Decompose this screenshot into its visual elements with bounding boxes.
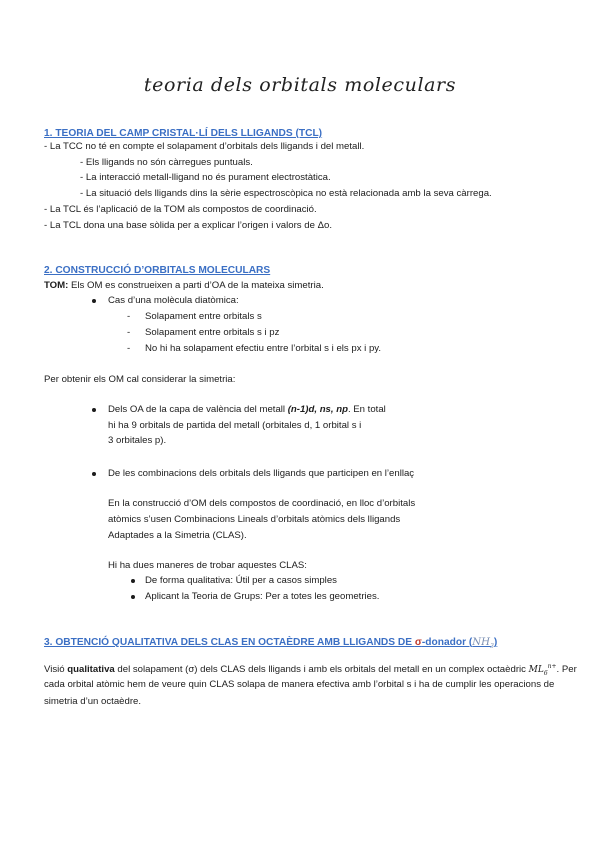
complex-formula-sup: n+ [547, 663, 557, 670]
ammonia-formula-sub: 3 [490, 643, 494, 651]
way-1: De forma qualitativa: Útil per a casos simples [145, 575, 337, 586]
dash-icon: - [127, 311, 131, 322]
s1-line-6: - La TCL dona una base sòlida per a explicar l’origen i valors de Δo. [44, 220, 332, 231]
s1-line-5: - La TCL és l’aplicació de la TOM als compostos de coordinació. [44, 204, 317, 215]
clas-line-1: En la construcció d’OM dels compostos de coordinació, en lloc d’orbitals [108, 498, 416, 509]
s3-paragraph-line-3: simetria d’un octaèdre. [44, 696, 142, 707]
oa-line-1-text: Dels OA de la capa de valència del metall [108, 404, 288, 415]
page-title: teoria dels orbitals moleculars [143, 74, 457, 96]
clas-line-2: atòmics s’usen Combinacions Lineals d’orbitals atòmics dels lligands [108, 514, 401, 525]
s3-paragraph-line-1 [44, 661, 577, 680]
s3-heading-mid: -donador ( [421, 637, 473, 648]
ammonia-formula-base: NH [472, 637, 491, 648]
section-1-heading: 1. TEORIA DEL CAMP CRISTAL·LÍ DELS LLIGANDS (TCL) [44, 128, 323, 139]
oa-orbitals: (n-1)d, ns, np [287, 404, 348, 415]
section-2-heading: 2. CONSTRUCCIÓ D’ORBITALS MOLECULARS [44, 265, 271, 276]
subitem-2: Solapament entre orbitals s i pz [145, 327, 280, 338]
s1-line-4: - La situació dels lligands dins la sèrie espectroscòpica no està relacionada amb la seva càrrega. [80, 188, 492, 199]
subitem-1: Solapament entre orbitals s [145, 311, 262, 322]
subitem-3: No hi ha solapament efectiu entre l’orbital s i els px i py. [145, 343, 382, 354]
s1-line-1: - La TCC no té en compte el solapament d’orbitals dels lligands i del metall. [44, 141, 365, 152]
oa-line-1 [108, 404, 386, 416]
way-2: Aplicant la Teoria de Grups: Per a totes les geometries. [145, 591, 380, 602]
bullet-icon [131, 595, 135, 599]
complex-formula-base: ML [528, 665, 544, 675]
bullet-icon [92, 408, 96, 412]
oa-line-3: 3 orbitales p). [108, 435, 167, 446]
p1-bold: qualitativa [67, 664, 115, 675]
tom-text: Els OM es construeixen a parti d’OA de la mateixa simetria. [68, 280, 324, 291]
bullet-icon [131, 579, 135, 583]
dash-icon: - [127, 327, 131, 338]
tom-label: TOM: [44, 280, 69, 291]
ammonia-formula [472, 637, 494, 651]
p1-post: . Per [556, 664, 577, 675]
oa-line-2: hi ha 9 orbitals de partida del metall (orbitales d, 1 orbital s i [108, 420, 362, 431]
tom-definition [44, 280, 324, 292]
s3-paragraph-line-2: cada orbital atòmic hem de veure quin CLAS solapa de manera efectiva amb l’orbital s i ha de cumplir les operacions de [44, 679, 555, 690]
dash-icon: - [127, 343, 131, 354]
complex-formula [529, 665, 557, 675]
combination-bullet: De les combinacions dels orbitals dels lligands que participen en l’enllaç [108, 468, 415, 479]
section-3-heading [44, 637, 497, 653]
bullet-icon [92, 472, 96, 476]
s3-heading-text: 3. OBTENCIÓ QUALITATIVA DELS CLAS EN OCTAÈDRE AMB LLIGANDS DE [44, 637, 415, 648]
s1-line-2: - Els lligands no són càrregues puntuals. [80, 157, 253, 168]
sigma-symbol: σ [414, 637, 422, 648]
complex-formula-sub: 6 [543, 669, 548, 677]
oa-line-1-end: . En total [347, 404, 386, 415]
p1-mid: del solapament (σ) dels CLAS dels lligands i amb els orbitals del metall en un complex octaèdric [114, 664, 529, 675]
symmetry-intro: Per obtenir els OM cal considerar la simetria: [44, 374, 236, 385]
diatomic-bullet: Cas d’una molècula diatòmica: [108, 295, 239, 306]
s3-heading-end: ) [493, 637, 498, 648]
clas-line-3: Adaptades a la Simetria (CLAS). [108, 530, 247, 541]
ways-intro: Hi ha dues maneres de trobar aquestes CLAS: [108, 560, 307, 571]
bullet-icon [92, 299, 96, 303]
p1-pre: Visió [44, 664, 68, 675]
s1-line-3: - La interacció metall-lligand no és purament electrostàtica. [80, 172, 331, 183]
